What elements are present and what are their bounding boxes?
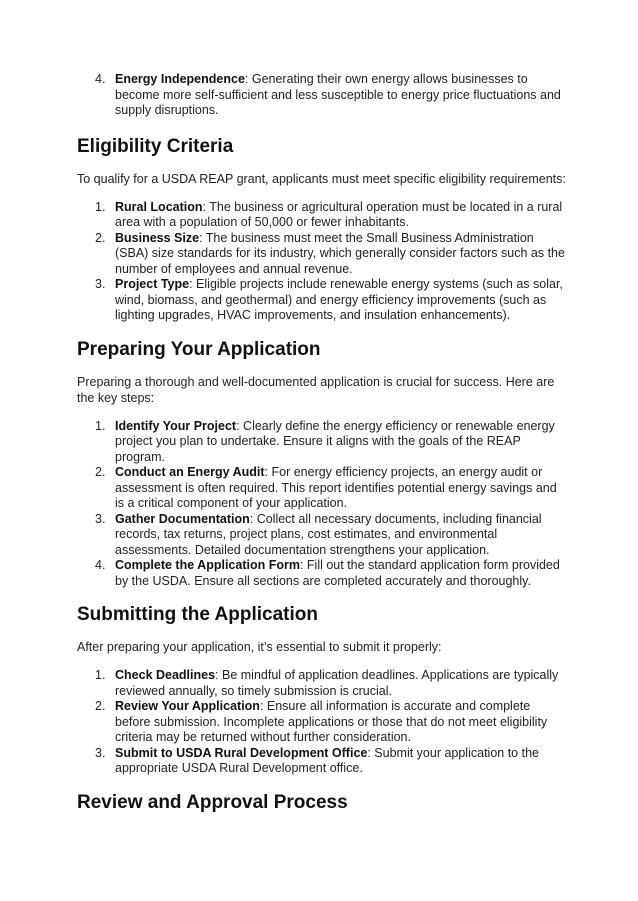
list-text: : Submit your application to the appropriate USDA Rural Development office.	[115, 745, 539, 775]
list-number: 2.	[95, 699, 106, 713]
list-text: : Ensure all information is accurate and complete before submission. Incomplete applications or those that do not meet eligibility criteria may be returned without further consideration.	[115, 699, 548, 744]
list-text: : The business must meet the Small Business Administration (SBA) size standards for its industry, which generally consider factors such as the number of employees and annual revenue.	[115, 230, 565, 276]
list-term: Rural Location	[115, 199, 203, 214]
list-number: 1.	[95, 418, 106, 433]
list-text: : The business or agricultural operation must be located in a rural area with a population of 50,000 or fewer inhabitants.	[115, 199, 563, 229]
eligibility-list	[77, 200, 567, 324]
list-text: : Fill out the standard application form provided by the USDA. Ensure all sections are completed accurately and thoroughly.	[115, 558, 560, 588]
list-number: 1.	[95, 668, 106, 682]
list-number: 2.	[95, 465, 106, 479]
list-item	[77, 746, 567, 777]
list-item	[77, 419, 567, 466]
preparing-list	[77, 419, 567, 590]
section-heading-review: Review and Approval Process	[77, 791, 348, 813]
list-text: : Eligible projects include renewable energy systems (such as solar, wind, biomass, and geothermal) and energy efficiency improvements (such as lighting upgrades, HVAC improvements, and insulation enhancements).	[115, 277, 563, 322]
list-number: 3.	[95, 277, 106, 291]
list-text: : For energy efficiency projects, an energy audit or assessment is often required. This report identifies potential energy savings and is a critical component of your application.	[115, 465, 557, 510]
list-number: 1.	[95, 199, 106, 214]
section-intro-submitting: After preparing your application, it’s essential to submit it properly:	[77, 640, 442, 654]
section-heading-eligibility: Eligibility Criteria	[77, 135, 234, 157]
list-item	[77, 699, 567, 746]
section-intro-preparing: Preparing a thorough and well-documented application is crucial for success. Here are the key steps:	[77, 374, 555, 405]
list-term: Check Deadlines	[115, 668, 216, 682]
list-item	[77, 231, 567, 278]
list-item	[77, 72, 567, 119]
list-term: Identify Your Project	[115, 418, 237, 433]
section-intro-eligibility: To qualify for a USDA REAP grant, applicants must meet specific eligibility requirements:	[77, 171, 566, 186]
list-term: Review Your Application	[115, 699, 260, 713]
list-term: Conduct an Energy Audit	[115, 465, 265, 479]
list-term: Complete the Application Form	[115, 558, 300, 572]
list-number: 2.	[95, 230, 106, 245]
top-list	[77, 72, 567, 119]
section-heading-submitting: Submitting the Application	[77, 604, 318, 625]
list-item	[77, 668, 567, 699]
list-term: Gather Documentation	[115, 511, 250, 526]
list-item	[77, 512, 567, 559]
list-text: : Generating their own energy allows businesses to become more self-sufficient and less susceptible to energy price fluctuations and supply disruptions.	[115, 72, 561, 117]
list-term: Project Type	[115, 277, 190, 291]
list-number: 3.	[95, 511, 106, 526]
list-item	[77, 277, 567, 324]
list-number: 3.	[95, 745, 106, 760]
list-term: Energy Independence	[115, 72, 245, 86]
list-item	[77, 465, 567, 512]
list-text: : Clearly define the energy efficiency or renewable energy project you plan to undertake. Ensure it aligns with the goals of the REAP program.	[115, 418, 555, 464]
section-heading-preparing: Preparing Your Application	[77, 338, 321, 360]
list-term: Business Size	[115, 230, 200, 245]
list-text: : Collect all necessary documents, including financial records, tax returns, project plans, cost estimates, and environmental assessments. Detailed documentation strengthens your application.	[115, 511, 542, 557]
list-text: : Be mindful of application deadlines. Applications are typically reviewed annually, so timely submission is crucial.	[115, 668, 559, 698]
document-content	[77, 72, 567, 815]
submitting-list	[77, 668, 567, 777]
list-number: 4.	[95, 558, 106, 572]
list-number: 4.	[95, 72, 106, 86]
list-item	[77, 558, 567, 589]
list-item	[77, 200, 567, 231]
list-term: Submit to USDA Rural Development Office	[115, 745, 368, 760]
